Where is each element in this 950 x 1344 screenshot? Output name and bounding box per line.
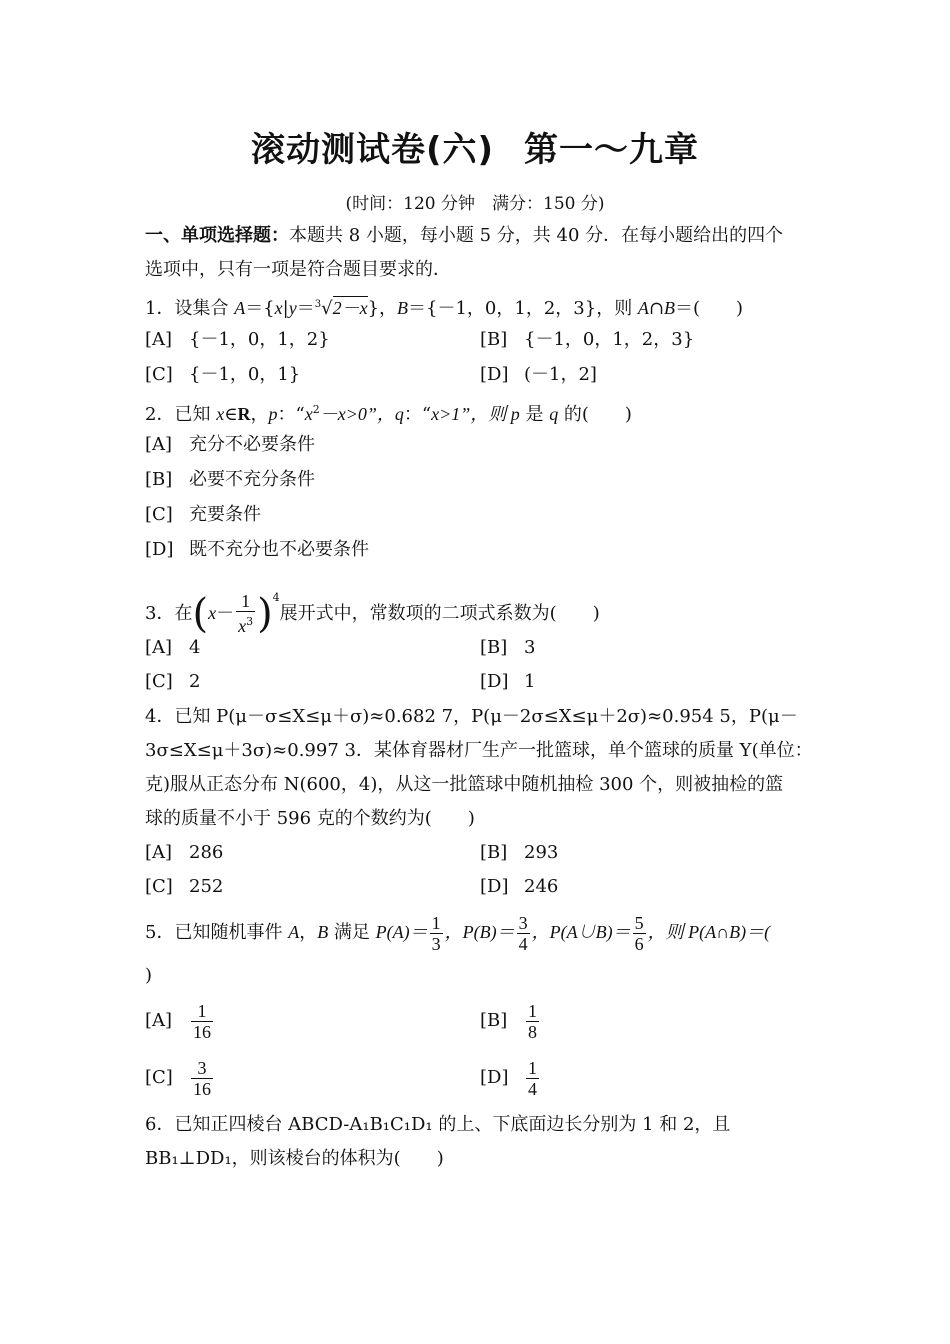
q3-frac-den bbox=[236, 612, 255, 637]
q3-fraction bbox=[236, 591, 255, 637]
q3-text: － bbox=[216, 603, 235, 624]
frac-den: 4 bbox=[518, 933, 528, 954]
option-fraction bbox=[191, 1058, 213, 1099]
q3-power: 4 bbox=[272, 591, 280, 604]
frac-den: 8 bbox=[528, 1021, 537, 1042]
frac-den: 16 bbox=[193, 1078, 211, 1099]
q5-text: 满足 bbox=[328, 922, 376, 943]
q2-option-c[interactable] bbox=[145, 502, 261, 528]
q3-var: x bbox=[208, 603, 217, 623]
q1-text: ＝{ bbox=[245, 298, 275, 319]
q3-option-d[interactable] bbox=[480, 669, 535, 695]
q5-var: B bbox=[317, 922, 329, 942]
option-text: {－1，0，1，2，3} bbox=[524, 329, 695, 350]
q5-fraction-pb bbox=[517, 913, 530, 954]
q2-option-a[interactable] bbox=[145, 432, 315, 458]
q1-text: }， bbox=[367, 298, 398, 319]
option-label: [B] bbox=[480, 1010, 508, 1031]
radical-sign-icon: √ bbox=[321, 298, 333, 319]
q1-var: B bbox=[664, 298, 676, 318]
option-text: 293 bbox=[524, 842, 559, 863]
option-text: 既不充分也不必要条件 bbox=[189, 539, 369, 560]
frac-den: 6 bbox=[634, 933, 644, 954]
section-heading-line1 bbox=[145, 223, 783, 249]
q2-option-d[interactable] bbox=[145, 537, 369, 563]
q5-option-a[interactable] bbox=[145, 998, 215, 1044]
q1-option-c[interactable] bbox=[145, 362, 300, 388]
q1-option-d[interactable] bbox=[480, 362, 597, 388]
option-label: [A] bbox=[145, 329, 173, 350]
exam-time-score: (时间：120 分钟 满分：150 分) bbox=[345, 194, 605, 214]
frac-num: 1 bbox=[528, 1057, 537, 1078]
q5-option-c[interactable] bbox=[145, 1055, 215, 1101]
question-2 bbox=[145, 397, 632, 428]
right-paren-icon: ) bbox=[257, 591, 273, 637]
option-label: [A] bbox=[145, 434, 173, 455]
q3-frac-num: 1 bbox=[236, 591, 255, 612]
q2-option-b[interactable] bbox=[145, 467, 315, 493]
option-text: 3 bbox=[524, 637, 536, 658]
q1-option-a[interactable] bbox=[145, 327, 330, 353]
left-paren-icon: ( bbox=[192, 591, 209, 637]
q2-var: x bbox=[216, 404, 225, 424]
option-label: [C] bbox=[145, 364, 173, 385]
q2-real-set: R bbox=[237, 404, 251, 424]
option-text: 充分不必要条件 bbox=[189, 434, 315, 455]
q2-var: p bbox=[268, 404, 278, 424]
option-fraction bbox=[526, 1058, 539, 1099]
question-1 bbox=[145, 292, 743, 322]
q5-fraction-pa bbox=[430, 913, 443, 954]
q1-root-index: 3 bbox=[314, 299, 322, 310]
title-chapters: 第一～九章 bbox=[524, 130, 700, 170]
q5-text: P(A)＝ bbox=[375, 922, 428, 942]
frac-den: 4 bbox=[528, 1078, 537, 1099]
q4-option-d[interactable] bbox=[480, 874, 558, 900]
option-label: [B] bbox=[480, 329, 508, 350]
q1-text: ＝ bbox=[296, 298, 315, 319]
frac-num: 3 bbox=[518, 912, 528, 933]
q5-option-b[interactable] bbox=[480, 998, 541, 1044]
option-label: [A] bbox=[145, 1010, 173, 1031]
question-3 bbox=[145, 574, 600, 638]
option-text: 246 bbox=[524, 876, 559, 897]
q2-number: 2．已知 bbox=[145, 404, 217, 425]
q4-option-a[interactable] bbox=[145, 840, 223, 866]
q2-text: 的( ) bbox=[558, 404, 632, 425]
q2-text: ∈ bbox=[224, 404, 238, 425]
q3-number: 3．在 bbox=[145, 603, 193, 624]
option-text: 252 bbox=[189, 876, 224, 897]
option-label: [D] bbox=[480, 671, 509, 692]
option-text: 必要不充分条件 bbox=[189, 469, 315, 490]
option-text: {－1，0，1，2} bbox=[189, 329, 330, 350]
question-6-line2: BB₁⊥DD₁，则该棱台的体积为( ) bbox=[145, 1148, 444, 1169]
option-label: [D] bbox=[480, 364, 509, 385]
q2-var: x bbox=[304, 404, 313, 424]
q1-text: ＝{－1，0，1，2，3}，则 bbox=[408, 298, 638, 319]
option-label: [D] bbox=[480, 1067, 509, 1088]
option-text: 4 bbox=[189, 637, 201, 658]
option-label: [B] bbox=[145, 469, 173, 490]
option-text: (－1，2] bbox=[524, 364, 597, 385]
q2-var: q bbox=[394, 404, 404, 424]
q1-var: x bbox=[274, 298, 283, 318]
option-label: [C] bbox=[145, 671, 173, 692]
q3-option-a[interactable] bbox=[145, 635, 200, 661]
q5-var: A bbox=[288, 922, 300, 942]
q3-option-b[interactable] bbox=[480, 635, 535, 661]
section-heading-line2: 选项中，只有一项是符合题目要求的． bbox=[145, 259, 451, 280]
question-5 bbox=[145, 910, 770, 955]
question-5-close: ) bbox=[145, 965, 153, 986]
option-label: [D] bbox=[480, 876, 509, 897]
q5-text: ，P(A∪B)＝ bbox=[531, 922, 631, 942]
q1-text: ∩ bbox=[648, 298, 665, 319]
q4-option-b[interactable] bbox=[480, 840, 558, 866]
option-text: {－1，0，1} bbox=[189, 364, 301, 385]
q2-text: ：“ bbox=[277, 404, 305, 425]
question-4-line4: 球的质量不小于 596 克的个数约为( ) bbox=[145, 808, 475, 829]
q5-text: ，则 P(A∩B)＝( bbox=[647, 922, 771, 942]
option-fraction bbox=[191, 1001, 213, 1042]
option-fraction bbox=[526, 1001, 539, 1042]
q2-exponent: 2 bbox=[312, 403, 320, 416]
option-text: 2 bbox=[189, 671, 201, 692]
q2-text: ， bbox=[250, 404, 269, 425]
option-label: [B] bbox=[480, 637, 508, 658]
q4-option-c[interactable] bbox=[145, 874, 223, 900]
question-4-line3: 克)服从正态分布 N(600，4)，从这一批篮球中随机抽检 300 个，则被抽检的篮 bbox=[145, 774, 784, 795]
q1-text: ＝( ) bbox=[675, 298, 744, 319]
page-title bbox=[0, 122, 950, 171]
q5-fraction-pu bbox=[633, 913, 646, 954]
q1-var: B bbox=[397, 298, 409, 318]
option-label: [C] bbox=[145, 876, 173, 897]
q2-var: q bbox=[549, 404, 559, 424]
q1-var: A bbox=[637, 298, 649, 318]
q1-var: y bbox=[288, 298, 297, 318]
q2-text: 是 bbox=[519, 404, 550, 425]
frac-den: 16 bbox=[193, 1021, 211, 1042]
q5-text: ，P(B)＝ bbox=[444, 922, 515, 942]
q1-option-b[interactable] bbox=[480, 327, 694, 353]
q5-option-d[interactable] bbox=[480, 1055, 541, 1101]
q2-text: x>1”，则 bbox=[431, 404, 511, 424]
section-heading: 一、单项选择题： bbox=[145, 225, 289, 246]
option-text: 1 bbox=[524, 671, 536, 692]
q1-text: | bbox=[282, 298, 289, 319]
option-text: 286 bbox=[189, 842, 224, 863]
frac-num: 3 bbox=[191, 1058, 213, 1079]
question-4-line2: 3σ≤X≤μ＋3σ)≈0.997 3．某体育器材厂生产一批篮球，单个篮球的质量 Y(单位： bbox=[145, 740, 813, 761]
option-label: [B] bbox=[480, 842, 508, 863]
frac-num: 1 bbox=[191, 1001, 213, 1022]
q2-var: p bbox=[510, 404, 520, 424]
option-text: 充要条件 bbox=[189, 504, 261, 525]
q2-text: －x>0”， bbox=[319, 404, 395, 424]
title-main: 滚动测试卷(六) bbox=[250, 130, 495, 170]
option-label: [A] bbox=[145, 637, 173, 658]
question-6-line1: 6．已知正四棱台 ABCD-A₁B₁C₁D₁ 的上、下底面边长分别为 1 和 2，且 bbox=[145, 1114, 731, 1135]
section-instructions: 本题共 8 小题，每小题 5 分，共 40 分．在每小题给出的四个 bbox=[289, 225, 784, 246]
frac-num: 5 bbox=[634, 912, 644, 933]
q1-number: 1．设集合 bbox=[145, 298, 235, 319]
q3-var: x bbox=[238, 616, 247, 636]
question-4-line1: 4．已知 P(μ－σ≤X≤μ＋σ)≈0.682 7，P(μ－2σ≤X≤μ＋2σ)≈0.954 5，P(μ－ bbox=[145, 706, 798, 727]
q3-option-c[interactable] bbox=[145, 669, 200, 695]
q3-exponent: 3 bbox=[246, 615, 254, 628]
frac-num: 1 bbox=[528, 1000, 537, 1021]
option-label: [A] bbox=[145, 842, 173, 863]
frac-den: 3 bbox=[431, 933, 441, 954]
q3-text: 展开式中，常数项的二项式系数为( ) bbox=[279, 603, 600, 624]
q5-number: 5．已知随机事件 bbox=[145, 922, 289, 943]
option-label: [C] bbox=[145, 1067, 173, 1088]
option-label: [D] bbox=[145, 539, 174, 560]
q1-var: A bbox=[234, 298, 246, 318]
q2-text: ：“ bbox=[403, 404, 432, 425]
frac-num: 1 bbox=[431, 912, 441, 933]
q1-radicand: 2－x bbox=[332, 298, 368, 318]
option-label: [C] bbox=[145, 504, 173, 525]
q5-text: ， bbox=[299, 922, 318, 943]
